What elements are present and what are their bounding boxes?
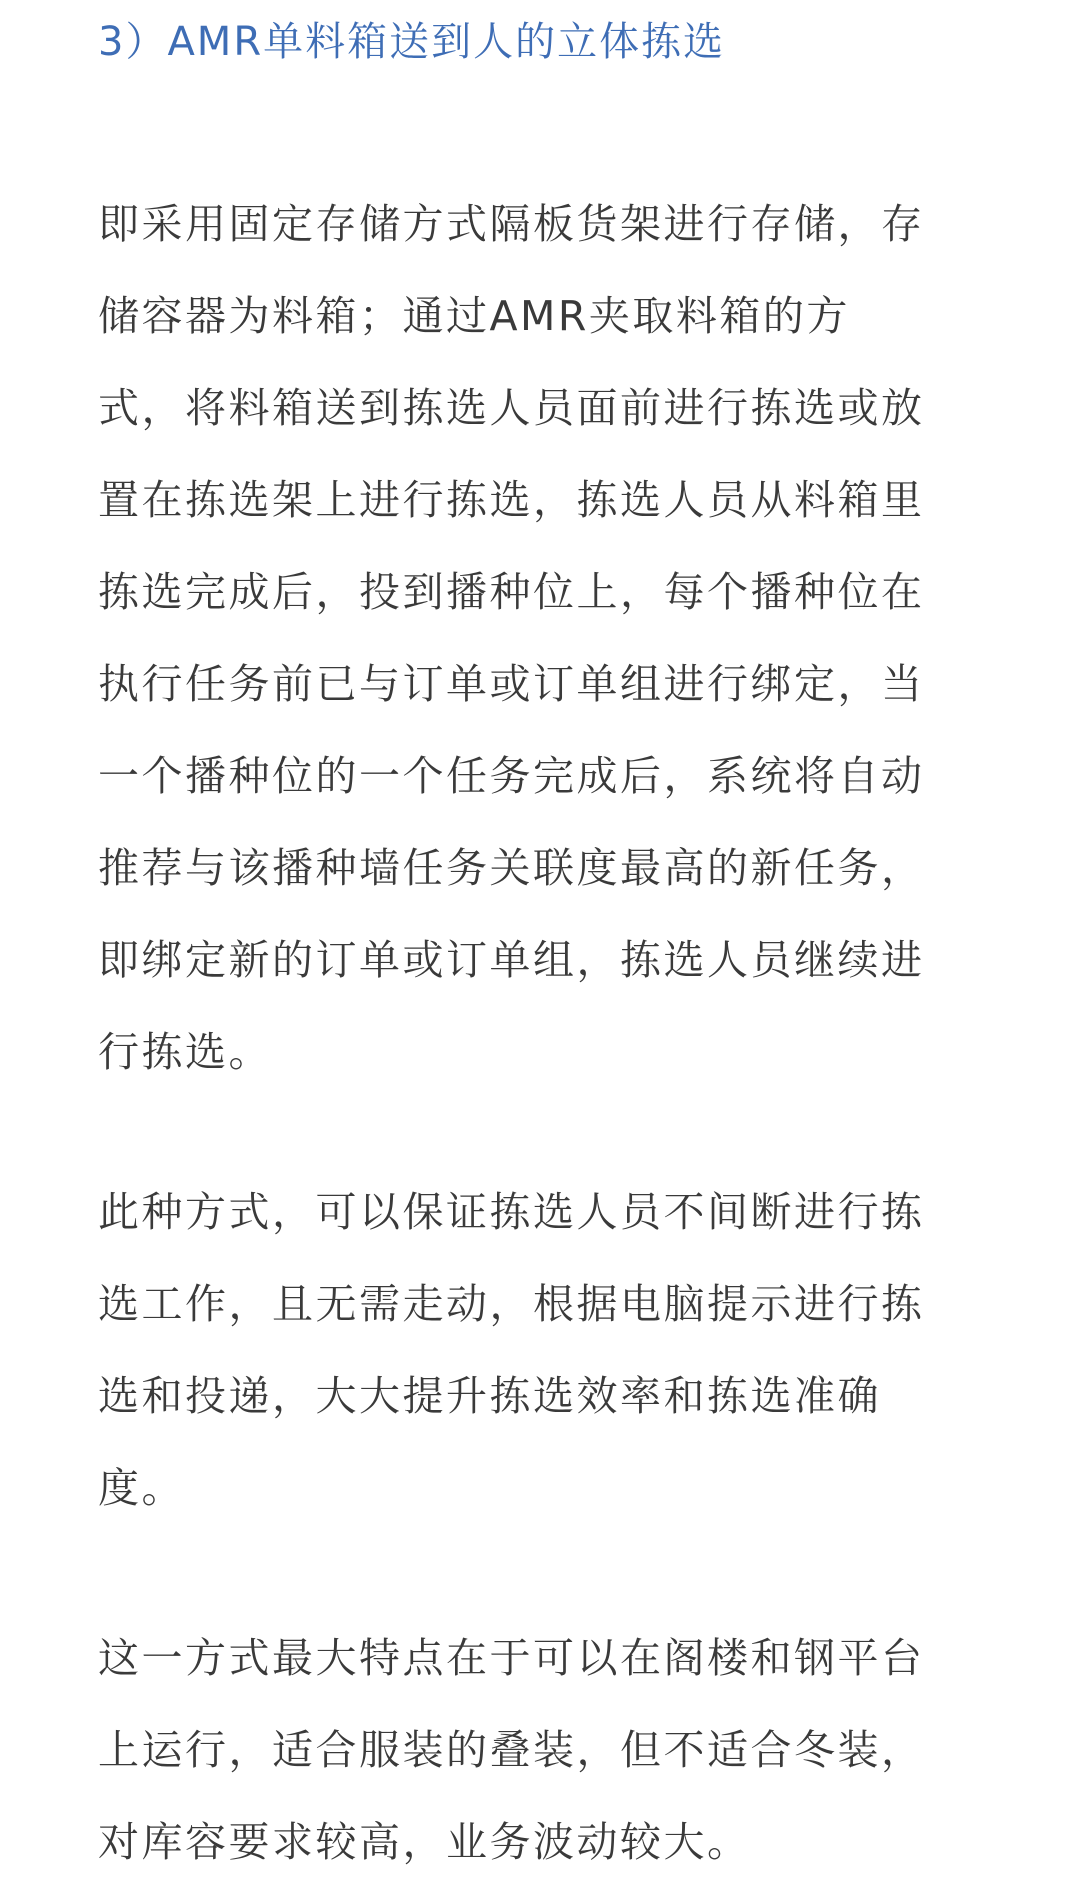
paragraph-line: 一个播种位的一个任务完成后，系统将自动: [98, 752, 925, 800]
paragraph-line: 这一方式最大特点在于可以在阁楼和钢平台: [98, 1634, 925, 1682]
paragraph-line: 对库容要求较高，业务波动较大。: [98, 1818, 751, 1866]
paragraph-line: 储容器为料箱；通过AMR夹取料箱的方: [98, 292, 850, 340]
paragraph-line: 置在拣选架上进行拣选，拣选人员从料箱里: [98, 476, 925, 524]
paragraph-line: 即采用固定存储方式隔板货架进行存储，存: [98, 200, 925, 248]
paragraph-line: 此种方式，可以保证拣选人员不间断进行拣: [98, 1188, 925, 1236]
paragraph-line: 选工作，且无需走动，根据电脑提示进行拣: [98, 1280, 925, 1328]
paragraph-line: 式，将料箱送到拣选人员面前进行拣选或放: [98, 384, 925, 432]
paragraph-line: 上运行，适合服装的叠装，但不适合冬装，: [98, 1726, 925, 1774]
paragraph-line: 度。: [98, 1464, 185, 1512]
paragraph-line: 行拣选。: [98, 1028, 272, 1076]
paragraph-line: 即绑定新的订单或订单组，拣选人员继续进: [98, 936, 925, 984]
paragraph-line: 拣选完成后，投到播种位上，每个播种位在: [98, 568, 925, 616]
paragraph-characteristics: [98, 1612, 925, 1888]
section-heading: 3）AMR单料箱送到人的立体拣选: [98, 19, 726, 65]
paragraph-line: 执行任务前已与订单或订单组进行绑定，当: [98, 660, 925, 708]
paragraph-advantages: [98, 1166, 925, 1534]
paragraph-line: 选和投递，大大提升拣选效率和拣选准确: [98, 1372, 881, 1420]
paragraph-line: 推荐与该播种墙任务关联度最高的新任务，: [98, 844, 925, 892]
paragraph-storage-method: [98, 178, 925, 1098]
